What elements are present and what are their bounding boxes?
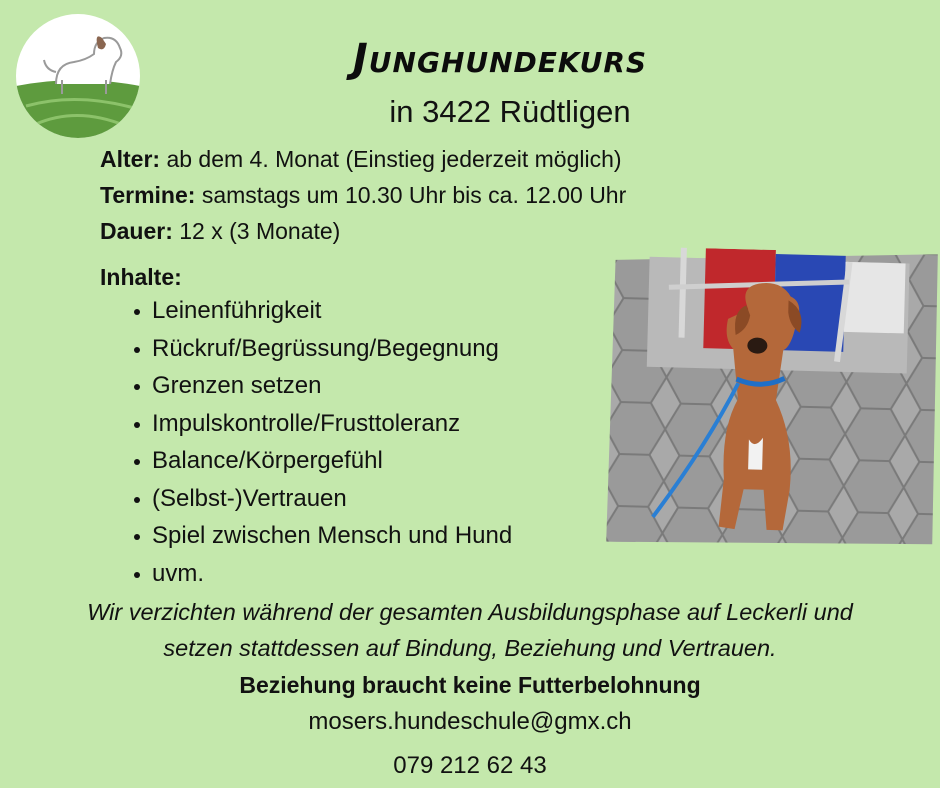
list-item: Grenzen setzen xyxy=(130,367,512,405)
email-link[interactable]: mosers.hundeschule@gmx.ch xyxy=(308,708,632,735)
list-item: (Selbst-)Vertrauen xyxy=(130,480,512,518)
statement-line-1: Wir verzichten während der gesamten Ausbildungsphase auf Leckerli und xyxy=(87,599,853,625)
dauer-value: 12 x (3 Monate) xyxy=(172,218,341,244)
detail-dauer xyxy=(100,212,340,250)
inhalte-heading: Inhalte: xyxy=(100,264,182,290)
alter-label: Alter: xyxy=(100,146,161,172)
list-item: Leinenführigkeit xyxy=(130,292,512,330)
list-item: uvm. xyxy=(130,555,512,593)
detail-alter xyxy=(100,140,622,178)
termine-label: Termine: xyxy=(100,182,196,208)
motto: Beziehung braucht keine Futterbelohnung xyxy=(239,672,701,698)
location-subtitle: in 3422 Rüdtligen xyxy=(389,94,631,129)
phone-number[interactable]: 079 212 62 43 xyxy=(393,752,547,779)
dauer-label: Dauer: xyxy=(100,218,173,244)
termine-value: samstags um 10.30 Uhr bis ca. 12.00 Uhr xyxy=(195,182,627,208)
list-item: Spiel zwischen Mensch und Hund xyxy=(130,517,512,555)
list-item: Impulskontrolle/Frusttoleranz xyxy=(130,405,512,443)
puppy-photo xyxy=(602,246,940,551)
statement-line-2: setzen stattdessen auf Bindung, Beziehung und Vertrauen. xyxy=(163,635,777,661)
page-title: Junghundekurs xyxy=(352,36,648,82)
topics-list xyxy=(130,292,512,592)
detail-termine xyxy=(100,176,626,214)
list-item: Balance/Körpergefühl xyxy=(130,442,512,480)
statement xyxy=(0,594,940,666)
alter-value: ab dem 4. Monat (Einstieg jederzeit möglich) xyxy=(160,146,622,172)
list-item: Rückruf/Begrüssung/Begegnung xyxy=(130,330,512,368)
